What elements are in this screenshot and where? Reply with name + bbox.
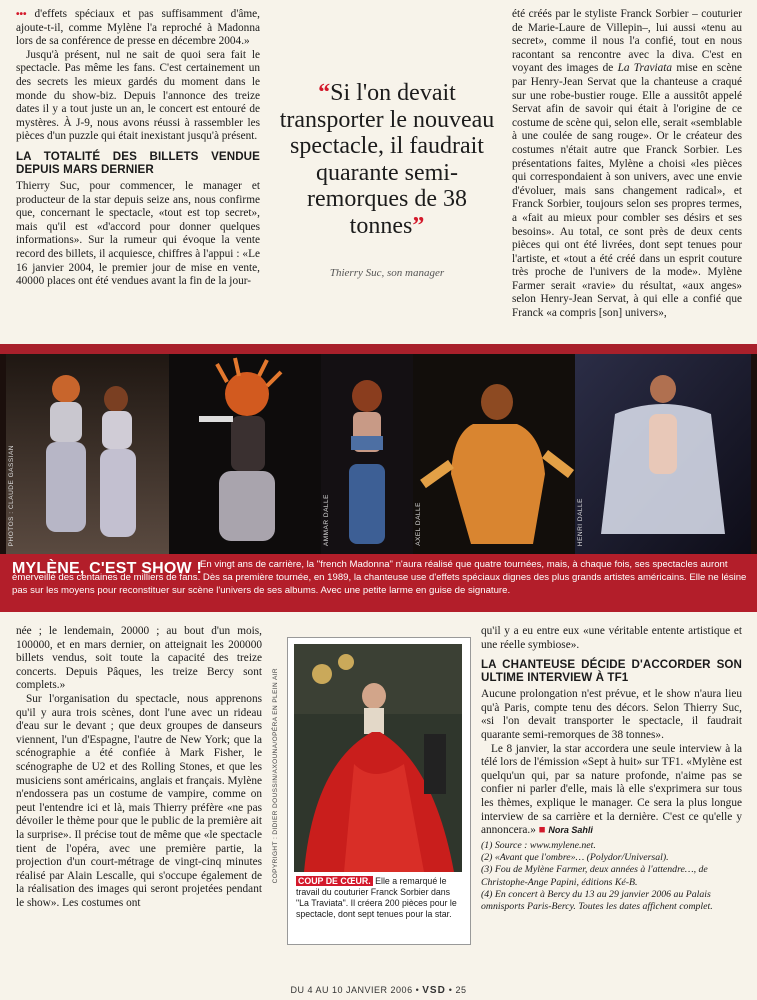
footnote: (1) Source : www.mylene.net. [481,839,596,851]
text-run: été créés par le styliste Franck Sorbier – couturier de Marie-Laure de Villepin–, lui aussi «tenu au secret», comme il nous l'a confié, tout en nous racontant sa rencontre avec la diva. C'est en voyant des images de [512,8,742,75]
paragraph: Thierry Suc, pour commencer, le manager et producteur de la star depuis seize ans, nous confirme que, concernant le spectacle, «tout est top secret», mais qu'il est «d'accord pour donner quelques informations». Sur la rumeur qui évoque la vente record des billets, il acquiesce, chiffres à l'appui : «Le 16 janvier 2004, le premier jour de mise en vente, 40000 places ont été vendues avant la fin de la jour- [16,179,260,288]
paragraph: Jusqu'à présent, nul ne sait de quoi sera fait le spectacle. Pas même les fans. C'est certainement un des secrets les mieux gardés du moment dans le monde du show-biz. Depuis l'annonce des treize dates il y a tout juste un an, le concert est entouré de mystères. À J-9, nous avons réussi à rassembler les pièces d'un puzzle qui était inexistant jusqu'à présent. [16,48,260,143]
end-mark-icon: ■ [538,824,546,837]
footer-separator: • [412,985,423,995]
photo-credit: AMMAR DALLE [323,493,330,546]
photo-credit: PHOTOS : CLAUDE GASSIAN [8,444,15,546]
article-column-1 [16,8,260,289]
caption-title: MYLÈNE, C'EST SHOW ! [12,560,203,577]
concert-photo-2 [169,354,321,554]
paragraph-text: Le 8 janvier, la star accordera une seule interview à la télé lors de l'émission «Sept à huit» sur TF1. «Mylène est quelqu'un qui, par sa nature profonde, n'aime pas se confier ni parler d'elle, mais là elle s'exprimera sur tous les thèmes, explique le manager. Ce sera la plus longue interview de sa carrière et la dernière. C'est ce qu'elle y annoncera.» [481,742,742,837]
paragraph [481,743,742,838]
inset-caption [296,876,462,920]
footnotes [481,840,742,914]
inset-photo-credit: COPYRIGHT : DIDIER DOUSSIN/AXOUNA/OPÉRA EN PLEIN AIR [272,668,279,884]
concert-photo-3-image [321,354,413,554]
footnote: (3) Fou de Mylène Farmer, deux années à l'attendre…, de Christophe-Ange Papini, éditions Ké-B. [481,864,708,888]
article-column-1-continued [16,625,262,910]
inset-caption-text: Elle a remarqué le travail du couturier Franck Sorbier dans "La Traviata". Il créera 200 pièces pour le spectacle, dont sept tenues pour la star. [296,876,457,919]
concert-photo-1 [6,354,169,554]
pull-quote [278,80,496,239]
paragraph: Sur l'organisation du spectacle, nous apprenons qu'il y aura trois scènes, dont l'une avec un rideau d'eau sur le devant ; que deux groupes de danseurs viennent, l'un d'Espagne, l'autre de New York; que la scénographie a été confiée à Mark Fisher, le scénographe de U2 et des Rolling Stones, et que les musiciens sont américains, anglais et français. Mylène n'endossera pas un costume de vampire, comme on peut l'entendre ici et là, mais Thierry préfère «ne pas dévoiler le thème pour que le public de la première ait la surprise». Il précise tout de même que «le spectacle tient de l'opéra, avec une première partie, la projection d'un court-métrage de vingt-cinq minutes réalisé par Alain Lescalle, qui s'occupe également de la réalisation des images qui seront projetées pendant le show». Les costumes ont [16,692,262,909]
traviata-photo-image [294,644,462,872]
paragraph [512,8,742,321]
concert-photo-1-image [6,354,169,554]
page-footer [0,985,757,996]
page-number: 25 [455,985,467,995]
author-byline: Nora Sahli [548,825,593,836]
continuation-dots-icon: ••• [16,9,27,20]
photo-credit: HENRI DALLE [577,497,584,546]
pull-quote-attribution: Thierry Suc, son manager [329,267,445,279]
traviata-photo [294,644,462,872]
paragraph: qu'il y a eu entre eux «une véritable entente artistique et une réelle symbiose». [481,625,742,651]
subheading-billets: LA TOTALITÉ DES BILLETS VENDUE DEPUIS MARS DERNIER [16,149,260,176]
concert-photo-4-image [413,354,575,554]
text-run-italic: La Traviata [617,62,673,75]
photo-caption-band [0,554,757,612]
subheading-interview: LA CHANTEUSE DÉCIDE D'ACCORDER SON ULTIME INTERVIEW À TF1 [481,658,742,685]
close-quote-mark: ” [412,212,425,239]
paragraph: Aucune prolongation n'est prévue, et le show n'aura lieu qu'à Paris, compte tenu des décors. Selon Thierry Suc, «si l'on devait transporter le spectacle, il faudrait quarante semi-remorques de 38 tonnes». [481,688,742,741]
article-column-3-continued [481,625,742,914]
pull-quote-text: Si l'on devait transporter le nouveau spectacle, il faudrait quarante semi-remorques de 38 tonnes [279,80,495,239]
concert-photo-5 [575,354,751,554]
caption-text: En vingt ans de carrière, la "french Madonna" n'aura réalisé que quatre tournées, mais, à chaque fois, ses spectacles auront émerveillé des centaines de milliers de fans. Dès sa première tournée, en 1989, la chanteuse use d'effets spéciaux dignes des plus grands artistes américains. Elle ne lésine pas sur les moyens pour reconstituer sur scène l'univers de ses albums. Avec une petite larme en guise de signature. [12,559,747,597]
footer-separator: • [445,985,456,995]
inset-box [287,637,471,945]
photo-strip [0,354,757,554]
article-column-3 [512,8,742,321]
lead-paragraph [16,8,260,49]
concert-photo-4 [413,354,575,554]
red-divider-bar [0,344,757,354]
lead-text: d'effets spéciaux et pas suffisamment d'âme, ajoute-t-il, comme Mylène l'a reproché à Madonna lors de sa conférence de presse en décembre 2004.» [16,8,260,48]
footnote: (2) «Avant que l'ombre»… (Polydor/Universal). [481,852,669,864]
magazine-name: VSD [422,985,446,996]
concert-photo-3 [321,354,413,554]
concert-photo-5-image [575,354,751,554]
open-quote-mark: “ [318,80,331,106]
footnote: (4) En concert à Bercy du 13 au 29 janvier 2006 au Palais omnisports Paris-Bercy. Toutes les dates affichent complet. [481,888,713,913]
footer-date: DU 4 AU 10 JANVIER 2006 [290,985,413,995]
photo-credit: AXEL DALLE [415,502,422,546]
paragraph: née ; le lendemain, 20000 ; au bout d'un mois, 100000, et en mars dernier, on atteignait les 200000 billets vendus, soit toute la capacité des treize concerts. Depuis Pâques, les treize Bercy sont complets.» [16,625,262,692]
inset-caption-label: COUP DE CŒUR. [298,876,371,886]
concert-photo-2-image [169,354,321,554]
text-run: mise en scène par Henry-Jean Servat que la chanteuse a craqué sur une robe-bustier rouge. Elle a aussitôt appelé Servat afin de savoir qui était à l'origine de ce costume de scène qui, selon elle, serait «semblable à une coulée de sang rouge». Or le créateur des costumes n'était autre que Franck Sorbier. Les présentations faites, Mylène a choisi «les pièces qui correspondaient à son univers, avec une envie d'évoluer, mais sans changement radical», et Franck Sorbier, toujours selon ses propres termes, a «fait au mieux pour combler ses désirs et ses besoins». Au total, ce sont près de deux cents pièces qui ont été livrées, dont sept tenues pour l'artiste, et «tout a été créé dans un esprit couture très proche de l'univers de la mode». Mylène Farmer serait «ravie» du résultat, «aux anges» selon Henry-Jean Servat, à qui elle a confié que Franck «a compris [son] univers», [512,62,742,320]
